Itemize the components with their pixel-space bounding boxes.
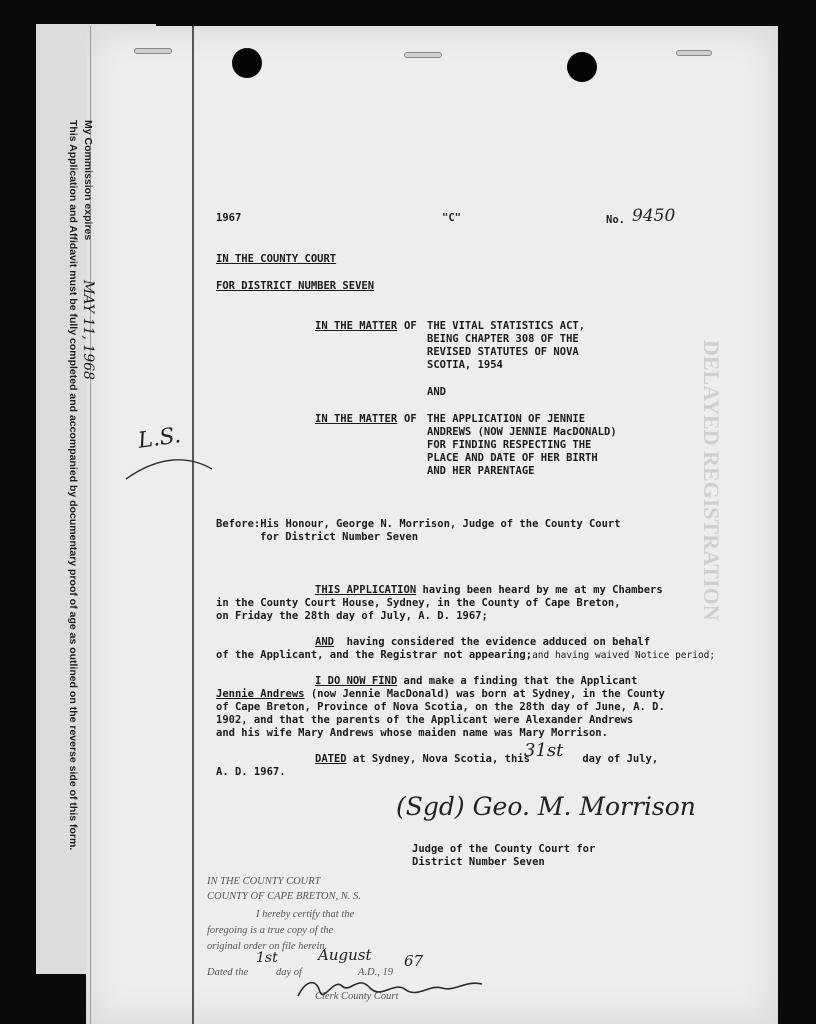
matter2-line: PLACE AND DATE OF HER BIRTH [427,452,598,464]
matter2-line: AND HER PARENTAGE [427,465,535,477]
clerk-signature [290,960,490,1010]
commission-date: MAY 11, 1968 [80,280,96,380]
judge-title-2: District Number Seven [412,856,545,868]
stamp-line: IN THE COUNTY COURT [207,876,321,887]
stamp-line: original order on file herein. [207,941,328,952]
judge-signature: (Sgd) Geo. M. Morrison [396,792,696,821]
stamp-ad: A.D., 19 [358,967,393,978]
commission-expires-label: My Commission expires [82,120,94,241]
stamp-year: 67 [404,952,424,970]
judge-title-1: Judge of the County Court for [412,843,596,855]
stamp-dated: Dated the [207,967,249,978]
and-line-2-text: of the Applicant, and the Registrar not appearing; [216,649,533,661]
find-line-1 [315,675,637,688]
stamp-clerk: Clerk County Court [315,991,399,1002]
matter1-of: OF [404,320,417,332]
series-letter: "C" [442,212,461,224]
ghost-heading: DELAYED REGISTRATION [699,340,724,621]
dated-rest: at Sydney, Nova Scotia, this [346,753,530,765]
matter1-line: REVISED STATUTES OF NOVA [427,346,579,358]
find-line-2-rest: (now Jennie MacDonald) was born at Sydney, in the County [304,688,665,700]
find-line-5: and his wife Mary Andrews whose maiden name was Mary Morrison. [216,727,608,739]
staple-right [676,50,712,56]
applicant-name: Jennie Andrews [216,688,305,700]
stamp-line: COUNTY OF CAPE BRETON, N. S. [207,891,361,902]
find-line-3: of Cape Breton, Province of Nova Scotia, on the 28th day of June, A. D. [216,701,665,713]
dated-tail: day of July, [576,753,659,765]
find-lead: I DO NOW FIND [315,675,398,687]
matter1-line: THE VITAL STATISTICS ACT, [427,320,586,332]
application-line-1 [315,584,663,597]
number-label: No. [606,214,625,226]
matter1-line: BEING CHAPTER 308 OF THE [427,333,579,345]
application-line-2: in the County Court House, Sydney, in the County of Cape Breton, [216,597,621,609]
find-rest: and make a finding that the Applicant [397,675,638,687]
stamp-line: foregoing is a true copy of the [207,925,334,936]
and-line-2-extra: and having waived Notice period; [532,650,716,661]
side-instruction: This Application and Affidavit must be fully completed and accompanied by documentary proof of age as outlined on the reverse side of this form. [67,120,79,851]
and-connector: AND [427,386,446,398]
and-lead: AND [315,636,334,648]
stamp-day-of: day of [276,967,302,978]
punch-hole-right [567,52,597,82]
matter2-line: FOR FINDING RESPECTING THE [427,439,592,451]
matter2-of: OF [404,413,417,425]
margin-rule [192,26,194,1024]
dated-line-1 [315,753,530,766]
before-line-1: Before:His Honour, George N. Morrison, Judge of the County Court [216,518,621,530]
matter1-lead: IN THE MATTER [315,320,398,332]
document-year: 1967 [216,212,242,224]
document-number: 9450 [632,206,676,226]
punch-hole-left [232,48,262,78]
court-heading-2: FOR DISTRICT NUMBER SEVEN [216,280,375,292]
matter2-line: THE APPLICATION OF JENNIE [427,413,586,425]
dated-lead: DATED [315,753,347,765]
find-line-4: 1902, and that the parents of the Applicant were Alexander Andrews [216,714,634,726]
before-line-2: for District Number Seven [260,531,419,543]
stamp-month: August [318,946,372,964]
ls-mark: L.S. [136,423,183,454]
matter2-lead: IN THE MATTER [315,413,398,425]
application-line-3: on Friday the 28th day of July, A. D. 1967; [216,610,488,622]
ls-flourish [124,445,216,485]
find-line-2 [216,688,665,701]
and-line-1 [315,636,650,649]
application-rest: having been heard by me at my Chambers [416,584,663,596]
stamp-line: I hereby certify that the [256,909,355,920]
application-lead: THIS APPLICATION [315,584,417,596]
dated-line-2: A. D. 1967. [216,766,286,778]
stamp-day: 1st [256,950,278,966]
court-heading-1: IN THE COUNTY COURT [216,253,337,265]
staple-middle [404,52,442,58]
staple-left [134,48,172,54]
matter2-line: ANDREWS (NOW JENNIE MacDONALD) [427,426,617,438]
and-rest: having considered the evidence adduced on behalf [333,636,651,648]
dated-day: 31st [524,740,564,761]
and-line-2 [216,649,715,662]
matter1-line: SCOTIA, 1954 [427,359,503,371]
